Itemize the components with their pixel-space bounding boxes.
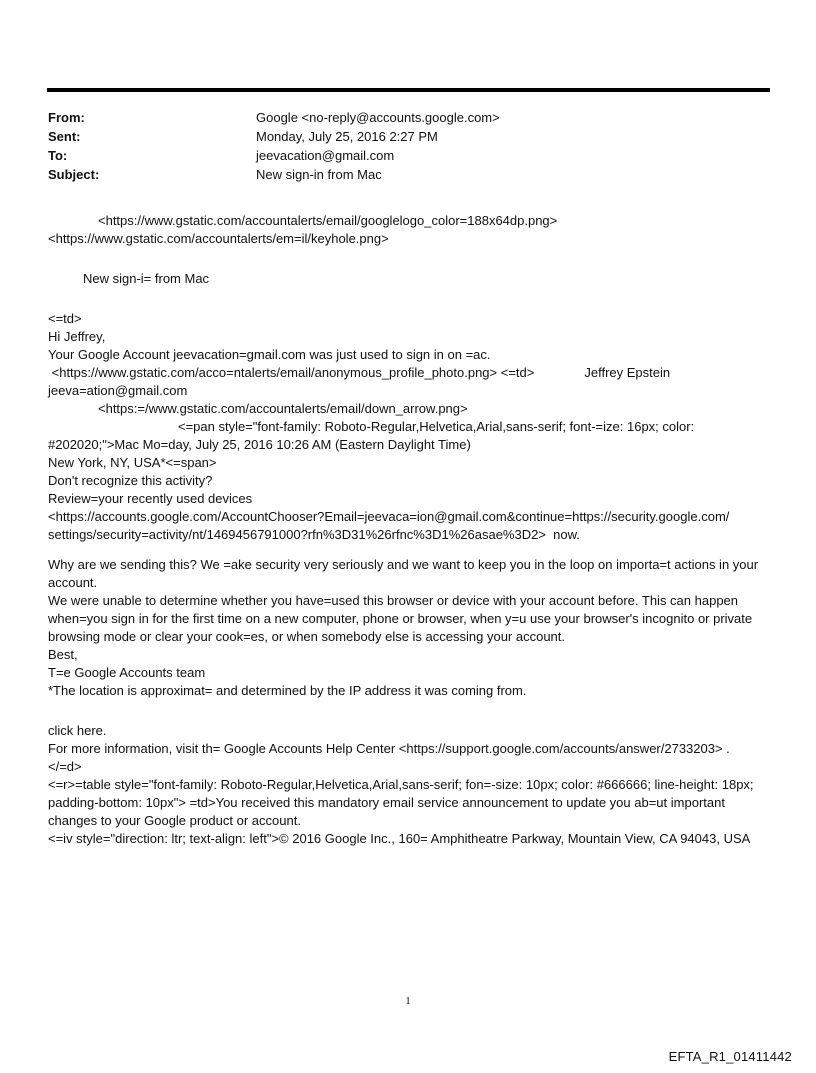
greeting: Hi Jeffrey, [48,329,106,344]
subject-row [48,165,768,184]
span-date-line: #202020;">Mac Mo=day, July 25, 2016 10:26 AM (Eastern Daylight Time) [48,437,471,452]
sent-row [48,127,768,146]
used-line: Your Google Account jeevacation=gmail.com was just used to sign in on =ac. [48,347,491,362]
why-paragraph: Why are we sending this? We =ake security very seriously and we want to keep you in the loop on importa=t actions in your account. [48,557,762,590]
profile-photo-link: <https://www.gstatic.com/acco=ntalerts/email/anonymous_profile_photo.png> <=td> [48,365,535,380]
down-arrow-link: <https:=/www.gstatic.com/accountalerts/email/down_arrow.png> [98,401,468,416]
sent-label: Sent: [48,129,81,144]
email-heading: New sign-i= from Mac [83,271,210,286]
td-tag: <=td> [48,311,82,326]
table-paragraph: <=r>=table style="font-family: Roboto-Regular,Helvetica,Arial,sans-serif; fon=-size: 10px; color: #666666; line-height: 18px; padding-bottom: 10px"> =td>You received this mandatory email service announcement to update you ab=ut important changes to your Google product or account. [48,777,758,828]
location-note: *The location is approximat= and determined by the IP address it was coming from. [48,683,527,698]
from-value: Google <no-reply@accounts.google.com> [256,110,500,125]
account-name: Jeffrey Epstein [584,365,671,380]
close-td-tag: </=d> [48,759,82,774]
keyhole-link: <https://www.gstatic.com/accountalerts/em=il/keyhole.png> [48,231,389,246]
team-line: T=e Google Accounts team [48,665,206,680]
page-number: 1 [405,995,411,1007]
logo-link: <https://www.gstatic.com/accountalerts/email/googlelogo_color=188x64dp.png> [98,213,558,228]
profile-photo-row [48,364,773,382]
email-header [48,108,768,184]
best-line: Best, [48,647,78,662]
from-row [48,108,768,127]
to-row [48,146,768,165]
review-line: Review=your recently used devices [48,491,253,506]
recognize-line: Don't recognize this activity? [48,473,213,488]
more-info-line: For more information, visit th= Google Accounts Help Center <https://support.google.com/accounts/answer/2733203> . [48,741,730,756]
header-rule [47,88,770,92]
location-line: New York, NY, USA*<=span> [48,455,217,470]
subject-value: New sign-in from Mac [256,167,382,182]
subject-label: Subject: [48,167,100,182]
email-body [48,212,773,848]
account-email: jeeva=ation@gmail.com [48,383,188,398]
div-paragraph: <=iv style="direction: ltr; text-align: left">© 2016 Google Inc., 160= Amphitheatre Parkway, Mountain View, CA 94043, USA [48,831,751,846]
unable-paragraph: We were unable to determine whether you have=used this browser or device with your account before. This can happen when=you sign in for the first time on a new computer, phone or browser, when y=u use your browser's incognito or private browsing mode or clear your cook=es, or when somebody else is accessing your account. [48,593,756,644]
to-label: To: [48,148,68,163]
span-style-line: <=pan style="font-family: Roboto-Regular,Helvetica,Arial,sans-serif; font-=ize: 16px; color: [178,419,695,434]
account-chooser-link-cont: settings/security=activity/nt/1469456791000?rfn%3D31%26rfnc%3D1%26asae%3D2> now. [48,527,580,542]
bates-number: EFTA_R1_01411442 [668,1049,792,1064]
account-chooser-link: <https://accounts.google.com/AccountChooser?Email=jeevaca=ion@gmail.com&continue=https://security.google.com/ [48,509,730,524]
from-label: From: [48,110,85,125]
sent-value: Monday, July 25, 2016 2:27 PM [256,129,438,144]
to-value: jeevacation@gmail.com [256,148,395,163]
click-here: click here. [48,723,107,738]
